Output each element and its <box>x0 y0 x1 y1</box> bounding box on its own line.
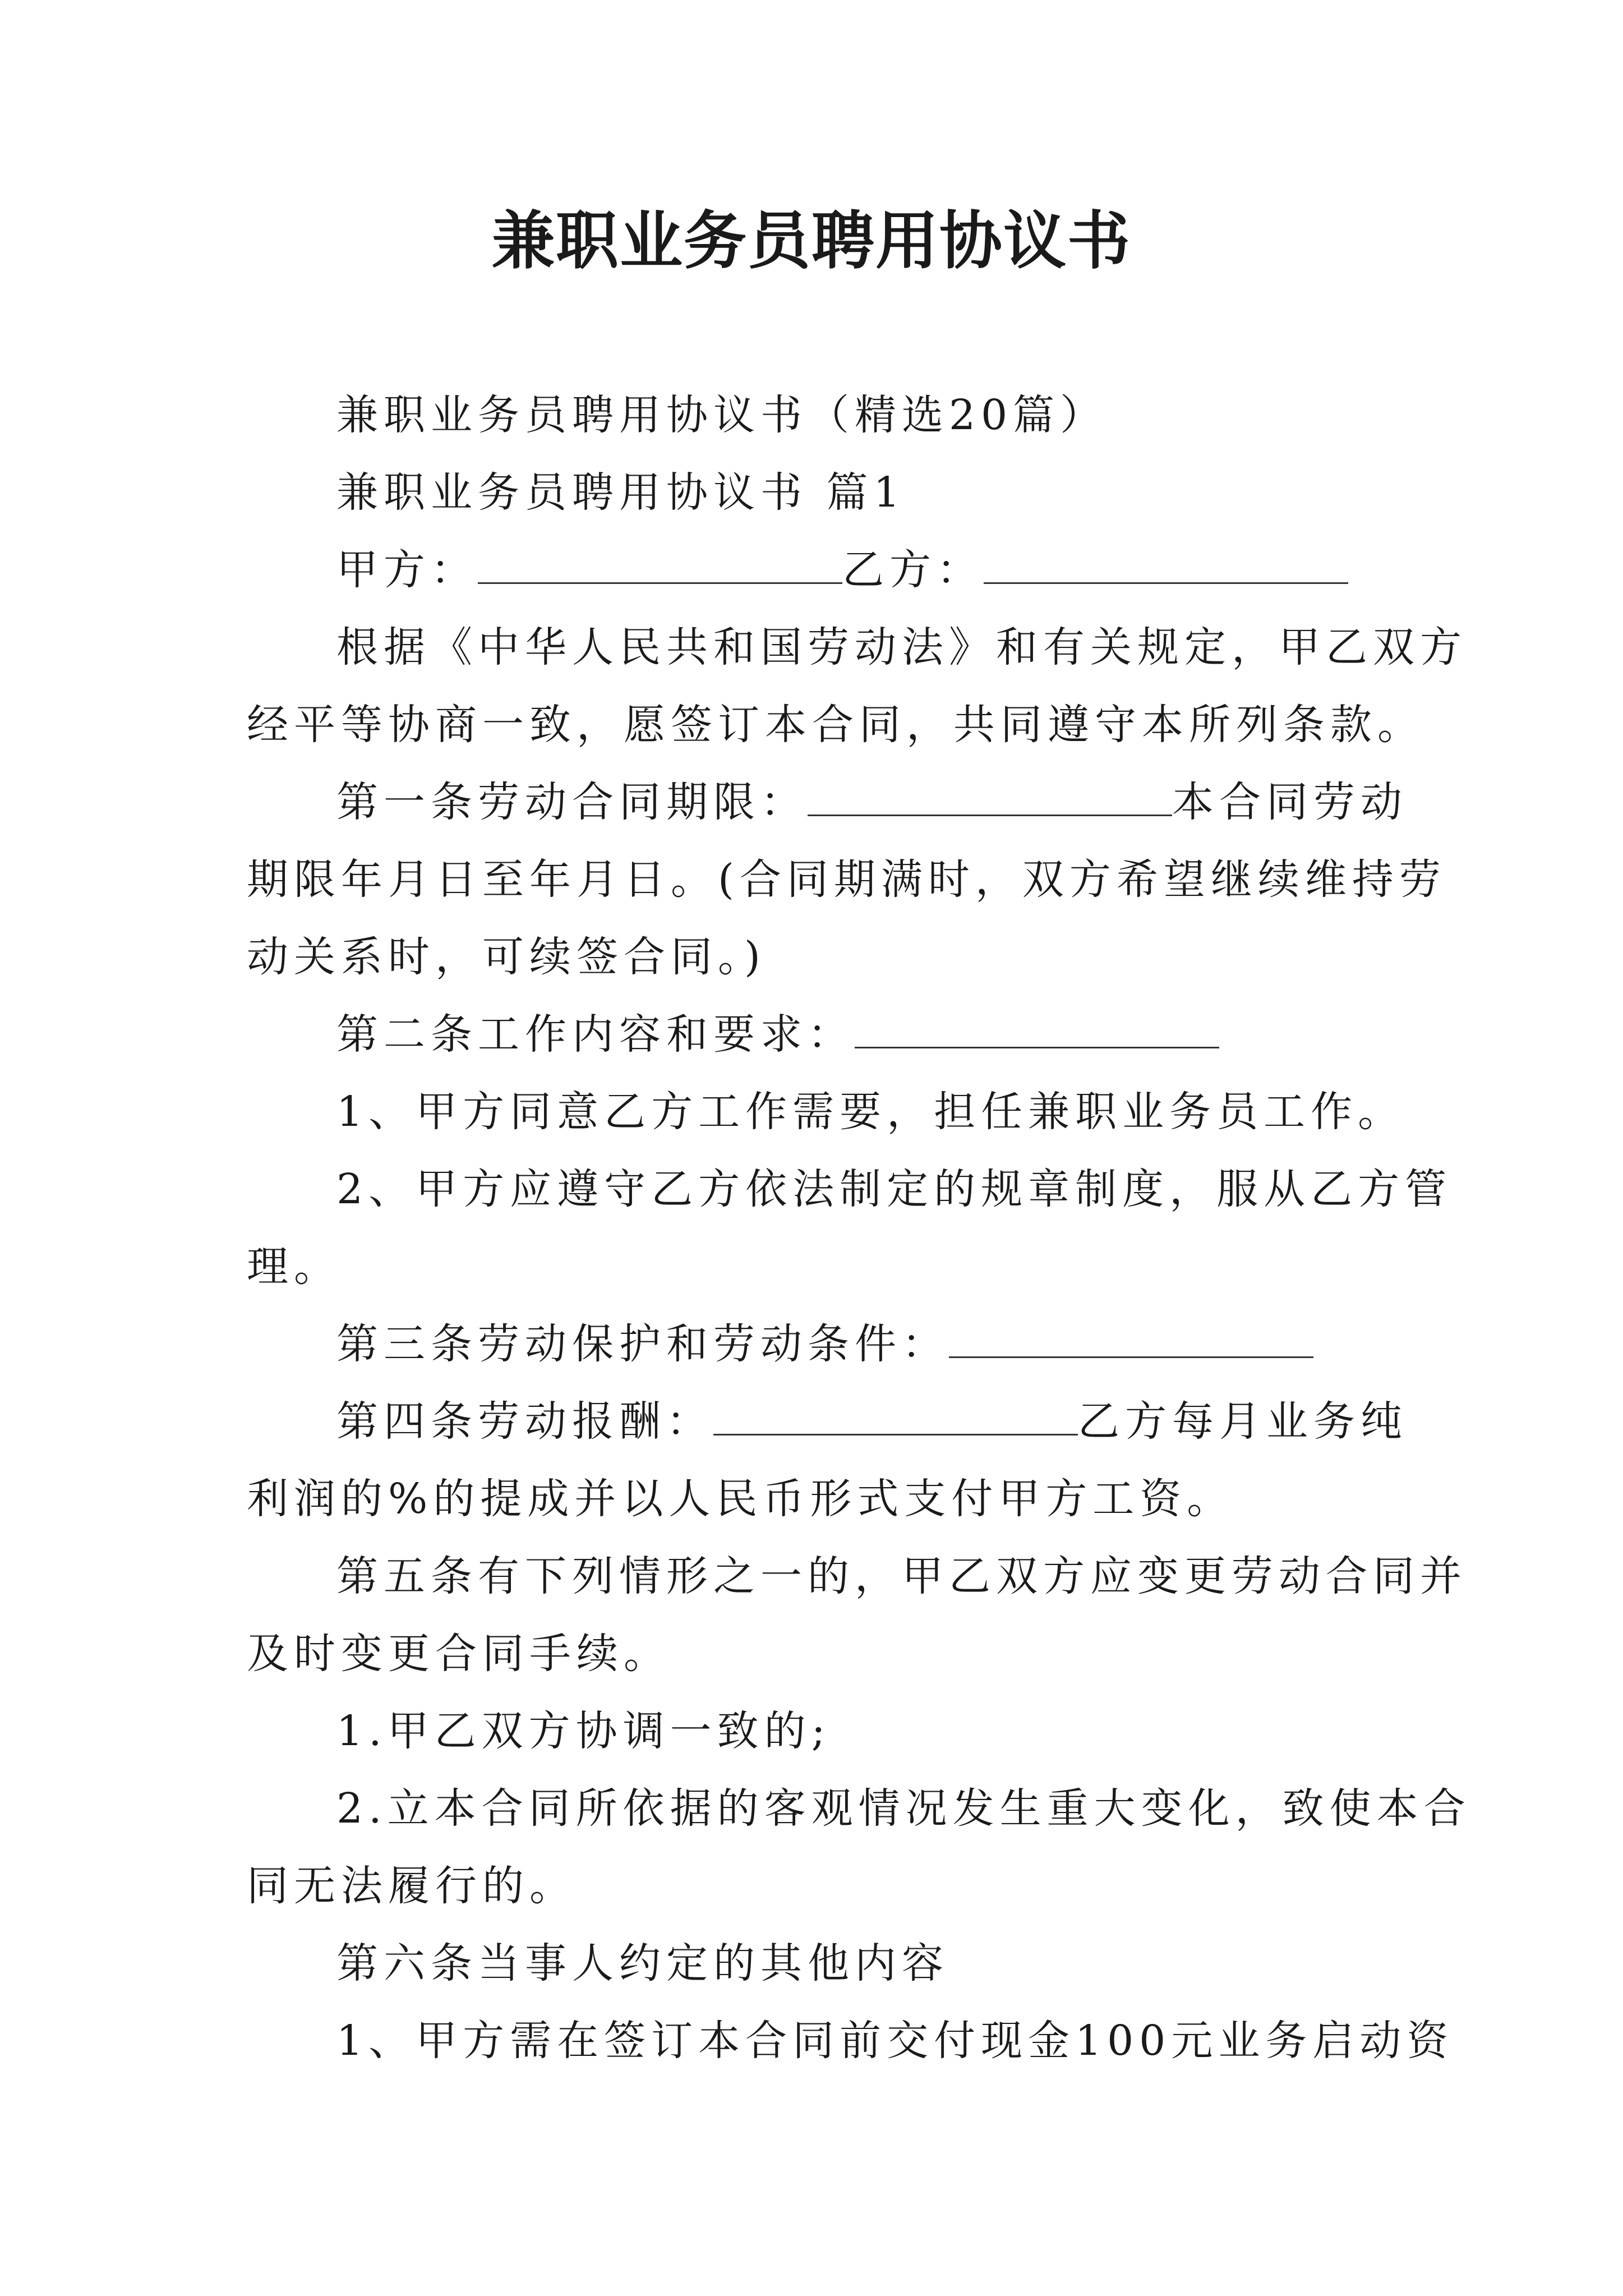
paragraph-line: 期限年月日至年月日。(合同期满时，双方希望继续维持劳 <box>247 855 1446 904</box>
article-3-label: 第三条劳动保护和劳动条件： <box>336 1320 949 1368</box>
article-4-line <box>247 1393 1408 1450</box>
party-b-blank <box>984 543 1348 584</box>
paragraph-line: 第六条当事人约定的其他内容 <box>336 1939 949 1987</box>
paragraph-line: 第五条有下列情形之一的，甲乙双方应变更劳动合同并 <box>336 1552 1467 1600</box>
party-line <box>247 542 1391 598</box>
paragraph-line: 根据《中华人民共和国劳动法》和有关规定，甲乙双方 <box>336 623 1467 671</box>
article-3-line <box>247 1316 1391 1372</box>
paragraph-line: 2、甲方应遵守乙方依法制定的规章制度，服从乙方管 <box>336 1165 1453 1213</box>
article-4-text: 乙方每月业务纯 <box>1078 1397 1408 1446</box>
party-a-label: 甲方： <box>336 546 478 594</box>
article-1-line <box>247 774 1408 830</box>
section-heading: 兼职业务员聘用协议书 篇1 <box>336 468 906 517</box>
article-1-text: 本合同劳动 <box>1172 778 1408 826</box>
article-4-label: 第四条劳动报酬： <box>336 1397 713 1446</box>
paragraph-line: 理。 <box>247 1243 341 1291</box>
article-2-blank <box>855 1007 1219 1048</box>
document-title: 兼职业务员聘用协议书 <box>492 204 1131 278</box>
paragraph-line: 动关系时，可续签合同。) <box>247 933 766 981</box>
article-4-blank <box>713 1395 1078 1435</box>
paragraph-line: 同无法履行的。 <box>247 1862 577 1910</box>
paragraph-line: 利润的%的提成并以人民币形式支付甲方工资。 <box>247 1475 1234 1523</box>
paragraph-line: 1、甲方同意乙方工作需要，担任兼职业务员工作。 <box>336 1088 1405 1136</box>
paragraph-line: 2.立本合同所依据的客观情况发生重大变化，致使本合 <box>336 1784 1471 1833</box>
paragraph-line: 经平等协商一致，愿签订本合同，共同遵守本所列条款。 <box>247 701 1424 749</box>
article-1-label: 第一条劳动合同期限： <box>336 778 808 826</box>
article-3-blank <box>949 1317 1313 1358</box>
paragraph-line: 1、甲方需在签订本合同前交付现金100元业务启动资 <box>336 2017 1454 2065</box>
party-b-label: 乙方： <box>842 546 984 594</box>
article-2-line <box>247 1006 1391 1062</box>
document-subtitle: 兼职业务员聘用协议书（精选20篇） <box>336 391 1108 439</box>
paragraph-line: 1.甲乙双方协调一致的; <box>336 1707 831 1755</box>
article-1-blank <box>808 775 1172 816</box>
paragraph-line: 及时变更合同手续。 <box>247 1630 671 1678</box>
article-2-label: 第二条工作内容和要求： <box>336 1010 855 1059</box>
party-a-blank <box>478 543 842 584</box>
